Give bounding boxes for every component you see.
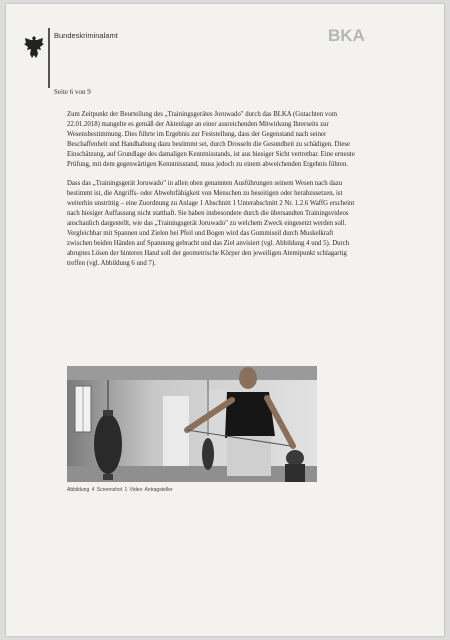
header-divider [48, 28, 50, 88]
figure-photo [67, 366, 317, 482]
paragraph: Zum Zeitpunkt der Beurteilung des „Trainingsgerätes Joruwado" durch das BLKA (Gutachten vom 22.01.2018) mangelte es gemäß der Aktenlage an einer ausreichenden Mitwirkung Ihrerseits zur Wesensbestimmung. Dies führte im Ergebnis zur Feststellung, dass der Gegenstand nach seiner Beschaffenheit und Handhabung dazu bestimmt sei, durch Drosseln die Gesundheit zu schädigen. Diese Einschätzung, auf Grundlage des damaligen Kenntnisstands, ist aus hiesiger Sicht vertretbar. Eine erneute Prüfung, mit dem gegenwärtigen Kenntnisstand, muss jedoch zu einem abweichenden Ergebnis führen. [67, 111, 355, 169]
figure-caption: Abbildung 4 Screenshot 1 Video Antragsteller [67, 487, 173, 493]
federal-eagle-icon [23, 34, 45, 60]
paragraph: Dass das „Trainingsgerät Joruwado" in allen oben genannten Ausführungen seinem Wesen nach dazu bestimmt ist, die Angriffs- oder Abwehrfähigkeit von Menschen zu beseitigen oder herabzusetzen, ist weiterhin unstrittig – eine Zuordnung zu Anlage 1 Abschnitt 1 Unterabschnitt 2 Nr. 1.2.6 WaffG erscheint nach hiesiger Auffassung nicht statthaft. Sie haben insbesondere durch die übersandten Trainingsvideos anschaulich dargestellt, wie das „Trainingsgerät Joruwado" zu welchem Zweck eingesetzt werden soll. Vergleichbar mit Spannen und Zielen bei Pfeil und Bogen wird das Gummiseil durch Muskelkraft zwischen beiden Händen auf Spannung gebracht und das Ziel anvisiert (vgl. Abbildung 4 und 5). Durch abruptes Lösen der hinteren Hand soll der geometrische Körper den jeweiligen Atemipunkt schlagartig treffen (vgl. Abbildung 6 und 7). [67, 179, 355, 268]
bka-logo: BKA [328, 26, 365, 45]
page-number: Seite 6 von 9 [54, 88, 91, 96]
agency-name: Bundeskriminalamt [54, 31, 118, 40]
body-text [67, 110, 359, 277]
training-photo-illustration [67, 366, 317, 482]
document-page [6, 4, 444, 636]
